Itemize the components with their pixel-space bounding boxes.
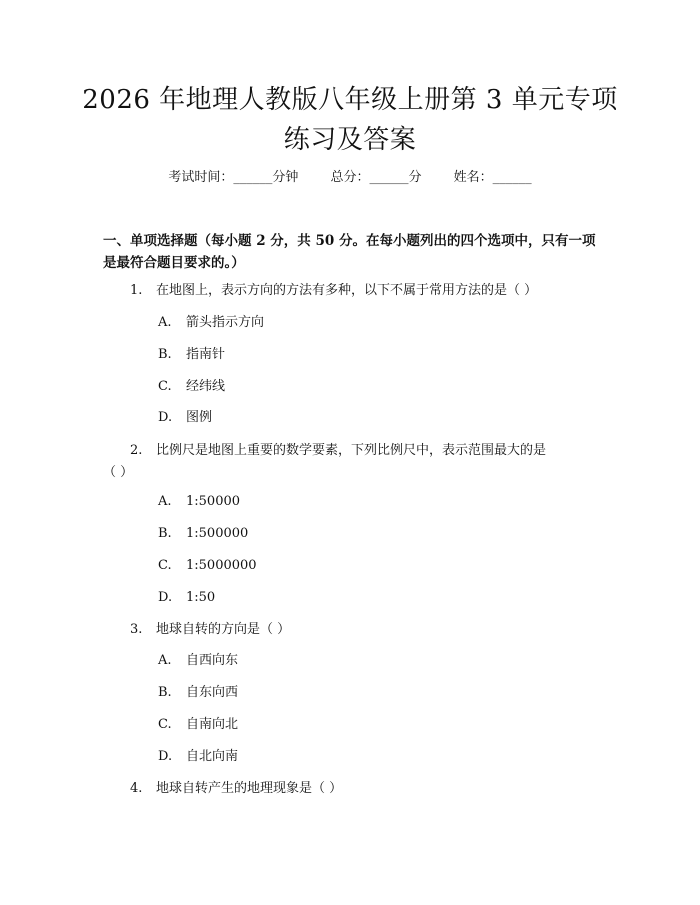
- question-2: [130, 440, 546, 462]
- option-letter: D.: [158, 590, 173, 605]
- question-4: [130, 778, 342, 800]
- option-letter: A.: [158, 653, 172, 668]
- option-letter: A.: [158, 494, 172, 509]
- question-3-option-b: [158, 683, 238, 703]
- option-letter: C.: [158, 717, 172, 732]
- exam-time: 考试时间：______分钟: [168, 170, 299, 185]
- option-letter: B.: [158, 347, 172, 362]
- question-number: 2.: [130, 443, 143, 458]
- title-line-1: 2026 年地理人教版八年级上册第 3 单元专项: [82, 85, 618, 115]
- question-text-cont: （ ）: [103, 465, 134, 480]
- question-1-option-a: [158, 313, 264, 333]
- question-2-option-b: [158, 524, 248, 544]
- option-letter: D.: [158, 410, 173, 425]
- section-title-line-2: 是最符合题目要求的。）: [103, 255, 245, 271]
- option-text: 箭头指示方向: [186, 315, 265, 330]
- title-line-2: 练习及答案: [283, 125, 417, 155]
- option-text: 自东向西: [186, 685, 239, 700]
- section-title: [103, 230, 603, 274]
- option-letter: B.: [158, 685, 172, 700]
- exam-name: 姓名：______: [453, 170, 532, 185]
- question-number: 1.: [130, 283, 143, 298]
- question-2-option-a: [158, 492, 240, 512]
- option-letter: B.: [158, 526, 172, 541]
- question-1-option-d: [158, 408, 212, 428]
- question-2-option-d: [158, 588, 215, 608]
- option-letter: D.: [158, 749, 173, 764]
- option-letter: C.: [158, 379, 172, 394]
- option-letter: A.: [158, 315, 172, 330]
- question-text: 地球自转的方向是（ ）: [156, 622, 291, 637]
- exam-score: 总分：______分: [330, 170, 422, 185]
- question-1: [130, 280, 537, 302]
- option-text: 自西向东: [186, 653, 239, 668]
- page-title: [40, 80, 660, 160]
- question-3: [130, 619, 290, 641]
- question-3-option-d: [158, 747, 238, 767]
- option-text: 自北向南: [186, 749, 239, 764]
- option-text: 自南向北: [186, 717, 239, 732]
- option-text: 1:500000: [186, 526, 249, 541]
- question-2-option-c: [158, 556, 257, 576]
- question-number: 3.: [130, 622, 143, 637]
- option-text: 1:50: [186, 590, 216, 605]
- question-3-option-c: [158, 715, 238, 735]
- question-2-continuation: [103, 462, 133, 484]
- question-3-option-a: [158, 651, 238, 671]
- question-number: 4.: [130, 781, 143, 796]
- option-letter: C.: [158, 558, 172, 573]
- question-1-option-c: [158, 377, 225, 397]
- question-text: 比例尺是地图上重要的数学要素，下列比例尺中，表示范围最大的是: [156, 443, 547, 458]
- option-text: 1:5000000: [186, 558, 257, 573]
- question-text: 地球自转产生的地理现象是（ ）: [156, 781, 343, 796]
- option-text: 经纬线: [186, 379, 226, 394]
- question-1-option-b: [158, 345, 225, 365]
- option-text: 图例: [186, 410, 213, 425]
- section-title-line-1: 一、单项选择题（每小题 2 分，共 50 分。在每小题列出的四个选项中，只有一项: [103, 233, 596, 249]
- option-text: 1:50000: [186, 494, 241, 509]
- option-text: 指南针: [186, 347, 226, 362]
- question-text: 在地图上，表示方向的方法有多种，以下不属于常用方法的是（ ）: [156, 283, 538, 298]
- exam-meta: [0, 168, 700, 188]
